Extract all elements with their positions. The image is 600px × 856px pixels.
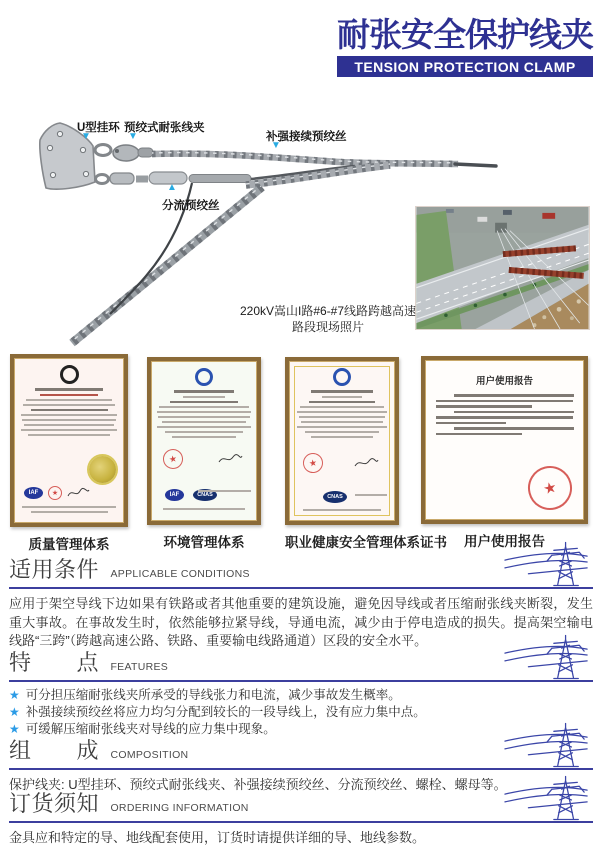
section-title: 特 点: [9, 650, 100, 675]
tower-icon: [503, 775, 591, 821]
section-title: 适用条件: [9, 557, 100, 582]
callout-triangle-down-icon: ▼: [128, 131, 138, 142]
site-photo-image: [416, 207, 589, 329]
star-bullet-icon: ★: [9, 688, 20, 702]
certificate-quality: [10, 354, 128, 553]
certificate-ohs-image: [285, 357, 399, 525]
red-seal-icon: ★: [48, 486, 62, 500]
section-subtitle: FEATURES: [110, 661, 169, 673]
section-title: 订货须知: [9, 791, 100, 816]
iaf-logo: IAF: [24, 487, 43, 499]
feature-text: 可缓解压缩耐张线夹对导线的应力集中现象。: [25, 722, 276, 736]
photo-caption-line2: 路段现场照片: [291, 320, 364, 334]
certificate-caption: 用户使用报告: [464, 534, 545, 549]
certificate-caption: 环境管理体系: [163, 535, 245, 550]
diagram-label-u-ring: U型挂环: [77, 122, 120, 134]
section-ordering-information: [9, 787, 593, 848]
certificate-emblem-icon: [60, 365, 79, 384]
certificate-user-report: [421, 356, 588, 550]
star-bullet-icon: ★: [9, 722, 20, 736]
feature-item: [9, 687, 593, 703]
gold-seal-icon: [89, 456, 116, 483]
section-body: 金具应和特定的导、地线配套使用，订货时请提供详细的导、地线参数。: [9, 830, 426, 845]
tower-icon: [503, 722, 591, 768]
star-bullet-icon: ★: [9, 705, 20, 719]
feature-item: [9, 704, 593, 720]
red-stamp-icon: ★: [161, 447, 185, 471]
section-header: [9, 734, 593, 770]
diagram-label-tension-clamp: 预绞式耐张线夹: [124, 122, 205, 134]
signature-icon: [353, 457, 379, 469]
callout-triangle-down-icon: ▼: [271, 140, 281, 151]
section-body: 应用于架空导线下边如果有铁路或者其他重要的建筑设施，避免因导线或者压缩耐张线夹断裂，发生重大事故。在事故发生时，依然能够拉紧导线，导通电流，减少由于停电造成的损失。提高架空输电线路“三跨”（跨越高速公路、铁路、重要输电线路通道）区段的安全水平。: [9, 596, 593, 648]
tower-icon: [503, 634, 591, 680]
photo-caption: [238, 303, 418, 335]
diagram-label-splice-wire: 补强接续预绞丝: [266, 131, 347, 143]
cnas-logo: CNAS: [193, 489, 217, 501]
iaf-logo: IAF: [165, 489, 184, 501]
signature-icon: [66, 487, 90, 499]
certificate-caption: 质量管理体系: [28, 537, 110, 552]
certificate-environment-image: [147, 357, 261, 525]
page-subtitle-bar: [337, 56, 593, 77]
feature-text: 补强接续预绞丝将应力均匀分配到较长的一段导线上，没有应力集中点。: [25, 705, 426, 719]
callout-triangle-up-icon: ▲: [167, 182, 177, 193]
certificate-environment: [147, 357, 261, 551]
report-title: 用户使用报告: [475, 376, 533, 387]
feature-text: 可分担压缩耐张线夹所承受的导线张力和电流，减少事故发生概率。: [25, 688, 401, 702]
red-stamp-icon: ★: [301, 451, 324, 474]
certificate-ohs: [285, 357, 447, 551]
section-header: [9, 553, 593, 589]
section-header: [9, 787, 593, 823]
section-title: 组 成: [9, 738, 100, 763]
section-subtitle: ORDERING INFORMATION: [110, 802, 249, 814]
certificate-emblem-icon: [333, 368, 351, 386]
cnas-logo: CNAS: [323, 491, 347, 503]
tower-icon: [503, 541, 591, 587]
certificate-user-report-image: [421, 356, 588, 524]
section-subtitle: COMPOSITION: [110, 749, 189, 761]
site-photo: [415, 206, 590, 330]
red-company-stamp-icon: ★: [523, 461, 576, 514]
page-title: 耐张安全保护线夹: [337, 16, 593, 53]
callout-triangle-down-icon: ▼: [81, 131, 91, 142]
photo-caption-line1: 220kV嵩山I路#6-#7线路跨越高速: [239, 304, 417, 318]
certificate-emblem-icon: [195, 368, 213, 386]
section-header: [9, 646, 593, 682]
certificate-quality-image: [10, 354, 128, 527]
diagram-label-shunt-wire: 分流预绞丝: [162, 200, 220, 212]
section-body: 保护线夹: U型挂环、预绞式耐张线夹、补强接续预绞丝、分流预绞丝、螺栓、螺母等。: [9, 777, 507, 792]
certificate-caption: 职业健康安全管理体系证书: [285, 535, 447, 550]
signature-icon: [217, 453, 243, 465]
section-subtitle: APPLICABLE CONDITIONS: [110, 568, 250, 580]
page-subtitle: TENSION PROTECTION CLAMP: [354, 58, 576, 75]
